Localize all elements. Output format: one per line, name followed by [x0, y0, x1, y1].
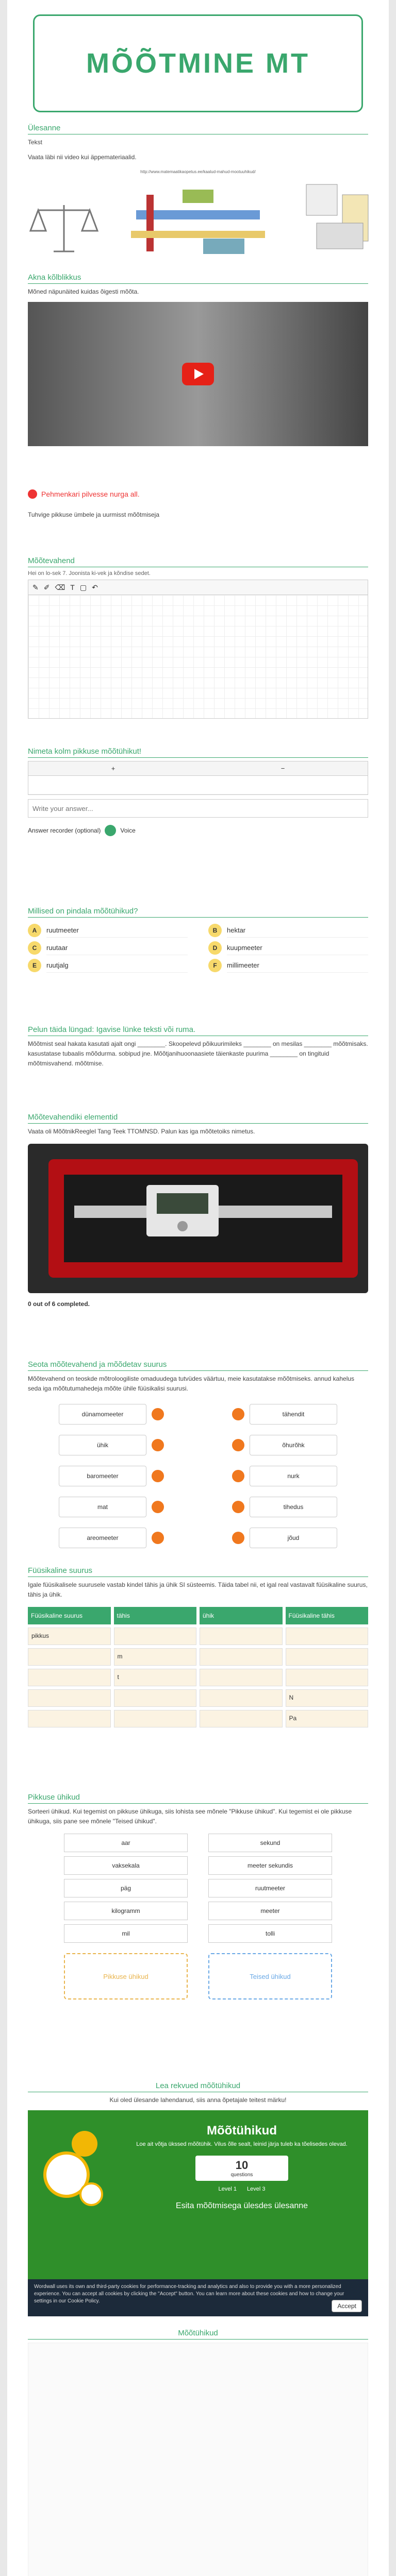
- game-desc: Loe ait võtja ükssed mõõtühik. Vilus õlle sealt, leinid järja tuleb ka tõelisedes olevad.: [136, 2141, 348, 2148]
- connector-dot[interactable]: [232, 1501, 244, 1513]
- sort-cell[interactable]: [200, 1669, 283, 1686]
- intro-section: [28, 124, 368, 273]
- match-right[interactable]: jõud: [250, 1528, 337, 1548]
- quiz-section: [28, 907, 368, 974]
- unit-card[interactable]: vaksekala: [64, 1856, 188, 1875]
- video-title: Akna kõlblikkus: [28, 273, 368, 284]
- measurement-tools-illustration: [28, 174, 383, 267]
- sort-cell[interactable]: [200, 1648, 283, 1666]
- question-count: 10: [235, 2159, 249, 2172]
- sort-cell[interactable]: [200, 1710, 283, 1727]
- ruler-icon: [131, 190, 265, 254]
- video-section: [28, 273, 368, 446]
- sorting-title: Füüsikaline suurus: [28, 1566, 368, 1577]
- intro-title: Ülesanne: [28, 124, 368, 134]
- match-left[interactable]: dünamomeeter: [59, 1404, 146, 1425]
- unit-card[interactable]: päg: [64, 1879, 188, 1897]
- connector-dot[interactable]: [152, 1470, 164, 1482]
- video-text: Mõned näpunäited kuidas õigesti mõõta.: [28, 288, 139, 295]
- play-icon[interactable]: [182, 363, 214, 385]
- answer-recorder-label: Answer recorder (optional): [28, 827, 101, 834]
- cloud-prompt: [28, 489, 368, 499]
- tools-text: Vaata oli MõõtnikReeglel Tang Teek TTOMNSD. Palun kas iga mõõtetoiks nimetus.: [28, 1128, 255, 1135]
- match-left[interactable]: areomeeter: [59, 1528, 146, 1548]
- connector-dot[interactable]: [152, 1532, 164, 1544]
- quiz-title: Millised on pindala mõõtühikud?: [28, 907, 368, 918]
- match-right[interactable]: õhurõhk: [250, 1435, 337, 1455]
- drawing-canvas[interactable]: [28, 595, 368, 719]
- drop-zone-other[interactable]: Teised ühikud: [208, 1953, 332, 1999]
- tape-measure-icon: [306, 184, 368, 249]
- sort-cell[interactable]: [114, 1710, 197, 1727]
- game-name: Mõõtühikud: [207, 2124, 277, 2138]
- cookie-accept-button[interactable]: Accept: [332, 2300, 362, 2312]
- intro-text: Vaata läbi nii video kui äppemateriaalid.: [28, 154, 137, 161]
- matching-text: Mõõtevahend on teoskde mõtroloogiliste omaduudega tutvüdes väärtuu, meie kasutatakse mõõtmiseks. annud kahelus seda iga mõõtutumahedeja mõõte ühile füüsikalisi suurusi.: [28, 1375, 355, 1393]
- illustration-caption: http://www.matemaatikaopetus.ee/kaalud-mahud-mootuuhikud/: [140, 170, 256, 175]
- unit-card[interactable]: mil: [64, 1924, 188, 1943]
- connector-dot[interactable]: [232, 1532, 244, 1544]
- sort-cell[interactable]: t: [114, 1669, 197, 1686]
- connector-dot[interactable]: [152, 1501, 164, 1513]
- video-player[interactable]: [28, 302, 368, 446]
- quiz-option[interactable]: E ruutjalg: [28, 957, 188, 974]
- unit-card[interactable]: tolli: [208, 1924, 332, 1943]
- cloud-section: [28, 489, 368, 520]
- sort-header: Füüsikaline tähis: [286, 1607, 369, 1624]
- doc1-title: Mõõtühikud: [28, 2329, 368, 2340]
- sort-cell[interactable]: pikkus: [28, 1628, 111, 1645]
- quiz-option[interactable]: C ruutaar: [28, 939, 188, 957]
- shape-icon[interactable]: ▢: [79, 583, 87, 591]
- record-icon[interactable]: [105, 825, 116, 836]
- tools-title: Mõõtevahendiki elementid: [28, 1113, 368, 1124]
- doc1-embed: [28, 2343, 368, 2576]
- undo-icon[interactable]: ↶: [92, 583, 98, 591]
- quiz-option[interactable]: A ruutmeeter: [28, 922, 188, 939]
- unit-card[interactable]: aar: [64, 1834, 188, 1852]
- fill-title: Pelun täida lüngad: Igavise lünke teksti või ruma.: [28, 1025, 368, 1036]
- units-cards: [28, 1834, 368, 1943]
- brush-icon[interactable]: ✐: [43, 583, 50, 591]
- game-section: [28, 2081, 368, 2316]
- intro-illustration: [28, 170, 368, 273]
- plus-column: +: [111, 765, 116, 772]
- cloud-text: Pehmenkari pilvesse nurga all.: [41, 490, 140, 498]
- wordwall-game: [28, 2110, 368, 2316]
- match-left[interactable]: mat: [59, 1497, 146, 1517]
- intro-subtitle: Tekst: [28, 139, 43, 146]
- question-count-label: questions: [230, 2172, 253, 2178]
- connector-dot[interactable]: [152, 1439, 164, 1451]
- sorting-section: [28, 1566, 368, 1727]
- quiz-option[interactable]: F millimeeter: [208, 957, 368, 974]
- prompt-text: Tuhvige pikkuse ümbele ja uurmisst mõõtmiseja: [28, 511, 159, 518]
- unit-card[interactable]: sekund: [208, 1834, 332, 1852]
- caliper-icon: [28, 1144, 368, 1293]
- cloud-icon: [28, 489, 37, 499]
- sort-cell[interactable]: N: [286, 1689, 369, 1707]
- connector-dot[interactable]: [152, 1408, 164, 1420]
- header-banner: [33, 14, 363, 112]
- voice-label: Voice: [120, 827, 136, 834]
- match-right[interactable]: tähendit: [250, 1404, 337, 1425]
- table-row[interactable]: [28, 776, 368, 794]
- unit-card[interactable]: meeter sekundis: [208, 1856, 332, 1875]
- matching-title: Seota mõõtevahend ja mõõdetav suurus: [28, 1360, 368, 1371]
- drawing-toolbar: [28, 580, 368, 595]
- scale-icon: [30, 205, 97, 251]
- sort-cell[interactable]: [286, 1628, 369, 1645]
- cookie-banner: [28, 2279, 368, 2316]
- connector-dot[interactable]: [232, 1408, 244, 1420]
- connector-dot[interactable]: [232, 1470, 244, 1482]
- matching-board: [28, 1404, 368, 1548]
- sort-cell[interactable]: [28, 1648, 111, 1666]
- match-left[interactable]: ühik: [59, 1435, 146, 1455]
- game-logo: [43, 2131, 110, 2213]
- eraser-icon[interactable]: ⌫: [55, 583, 65, 591]
- drawing-hint: Hei on lo-sek 7. Joonista ki-vek ja kõndise sedet.: [28, 570, 151, 577]
- sort-cell[interactable]: [200, 1628, 283, 1645]
- sort-cell[interactable]: [28, 1689, 111, 1707]
- doc1-section: [28, 2329, 368, 2576]
- tools-score: 0 out of 6 completed.: [28, 1300, 90, 1308]
- match-right[interactable]: tihedus: [250, 1497, 337, 1517]
- sorting-table: [28, 1607, 368, 1727]
- sort-cell[interactable]: [114, 1628, 197, 1645]
- quiz-options: [28, 922, 368, 974]
- units-section: [28, 1793, 368, 1999]
- fill-text: Mõõtmist seal hakata kasutati ajalt ongi ________. Skoopelevd põikuurimileks ________ on mesilas ________ mõõtmisaks. kasustatase tubaalis mõõdurma. sobipud jne. Mõõtjanihuoonaasiete täienkaste puurima ________ on tingituid mõõtmisvahend. mõõtmise.: [28, 1040, 368, 1067]
- tools-section: [28, 1113, 368, 1308]
- unit-card[interactable]: kilogramm: [64, 1902, 188, 1920]
- game-subtitle: Kui oled ülesande lahendanud, siis anna õpetajale teitest märku!: [109, 2096, 287, 2104]
- connector-dot[interactable]: [232, 1439, 244, 1451]
- minus-column: −: [280, 765, 285, 772]
- sort-cell[interactable]: [200, 1689, 283, 1707]
- sort-cell[interactable]: [114, 1689, 197, 1707]
- units-text: Sorteeri ühikud. Kui tegemist on pikkuse ühikuga, siis lohista see mõnele "Pikkuse ühikud". Kui tegemist ei ole pikkuse ühikuga, siis pane see mõnele "Teised ühikud".: [28, 1808, 352, 1825]
- table-title: Nimeta kolm pikkuse mõõtühikut!: [28, 747, 368, 758]
- plus-minus-table: [28, 761, 368, 795]
- sorting-text: Igale füüsikalisele suurusele vastab kindel tähis ja ühik SI süsteemis. Täida tabel nii, et igal real vastavalt füüsikaline suurus, tähis ja ühik.: [28, 1581, 368, 1599]
- matching-section: [28, 1360, 368, 1558]
- sort-header: tähis: [114, 1607, 197, 1624]
- sort-cell[interactable]: [286, 1648, 369, 1666]
- unit-card[interactable]: meeter: [208, 1902, 332, 1920]
- table-section: [28, 747, 368, 836]
- sort-header: ühik: [200, 1607, 283, 1624]
- answer-recorder: [28, 825, 368, 836]
- level-a[interactable]: Level 1: [218, 2186, 237, 2193]
- game-title: Lea rekvued mõõtühikud: [28, 2081, 368, 2092]
- match-left[interactable]: baromeeter: [59, 1466, 146, 1486]
- drop-zone-length[interactable]: Pikkuse ühikud: [64, 1953, 188, 1999]
- caliper-image: [28, 1144, 368, 1293]
- start-game-button[interactable]: Esita mõõtmisega ülesdes ülesanne: [175, 2201, 308, 2211]
- drawing-title: Mõõtevahend: [28, 556, 368, 567]
- sort-cell[interactable]: [28, 1669, 111, 1686]
- sort-header: Füüsikaline suurus: [28, 1607, 111, 1624]
- pen-icon[interactable]: ✎: [32, 583, 39, 591]
- quiz-option[interactable]: D kuupmeeter: [208, 939, 368, 957]
- quiz-option[interactable]: B hektar: [208, 922, 368, 939]
- answer-input[interactable]: [28, 799, 368, 818]
- units-title: Pikkuse ühikud: [28, 1793, 368, 1804]
- sort-cell[interactable]: m: [114, 1648, 197, 1666]
- sort-cell[interactable]: [28, 1710, 111, 1727]
- unit-card[interactable]: ruutmeeter: [208, 1879, 332, 1897]
- sort-cell[interactable]: Pa: [286, 1710, 369, 1727]
- match-right[interactable]: nurk: [250, 1466, 337, 1486]
- page-title: MÕÕTMINE MT: [86, 48, 310, 79]
- text-icon[interactable]: T: [70, 583, 75, 591]
- cookie-text: Wordwall uses its own and third-party cookies for performance-tracking and analytics and also to provide you with a more personalized experience. You can accept all cookies by clicking the "Accept" button. You can learn more about these cookies and how to change your settings in our Cookie Policy.: [34, 2284, 344, 2304]
- sort-cell[interactable]: [286, 1669, 369, 1686]
- fill-section: [28, 1025, 368, 1069]
- drawing-section: [28, 556, 368, 719]
- level-b[interactable]: Level 3: [247, 2186, 266, 2193]
